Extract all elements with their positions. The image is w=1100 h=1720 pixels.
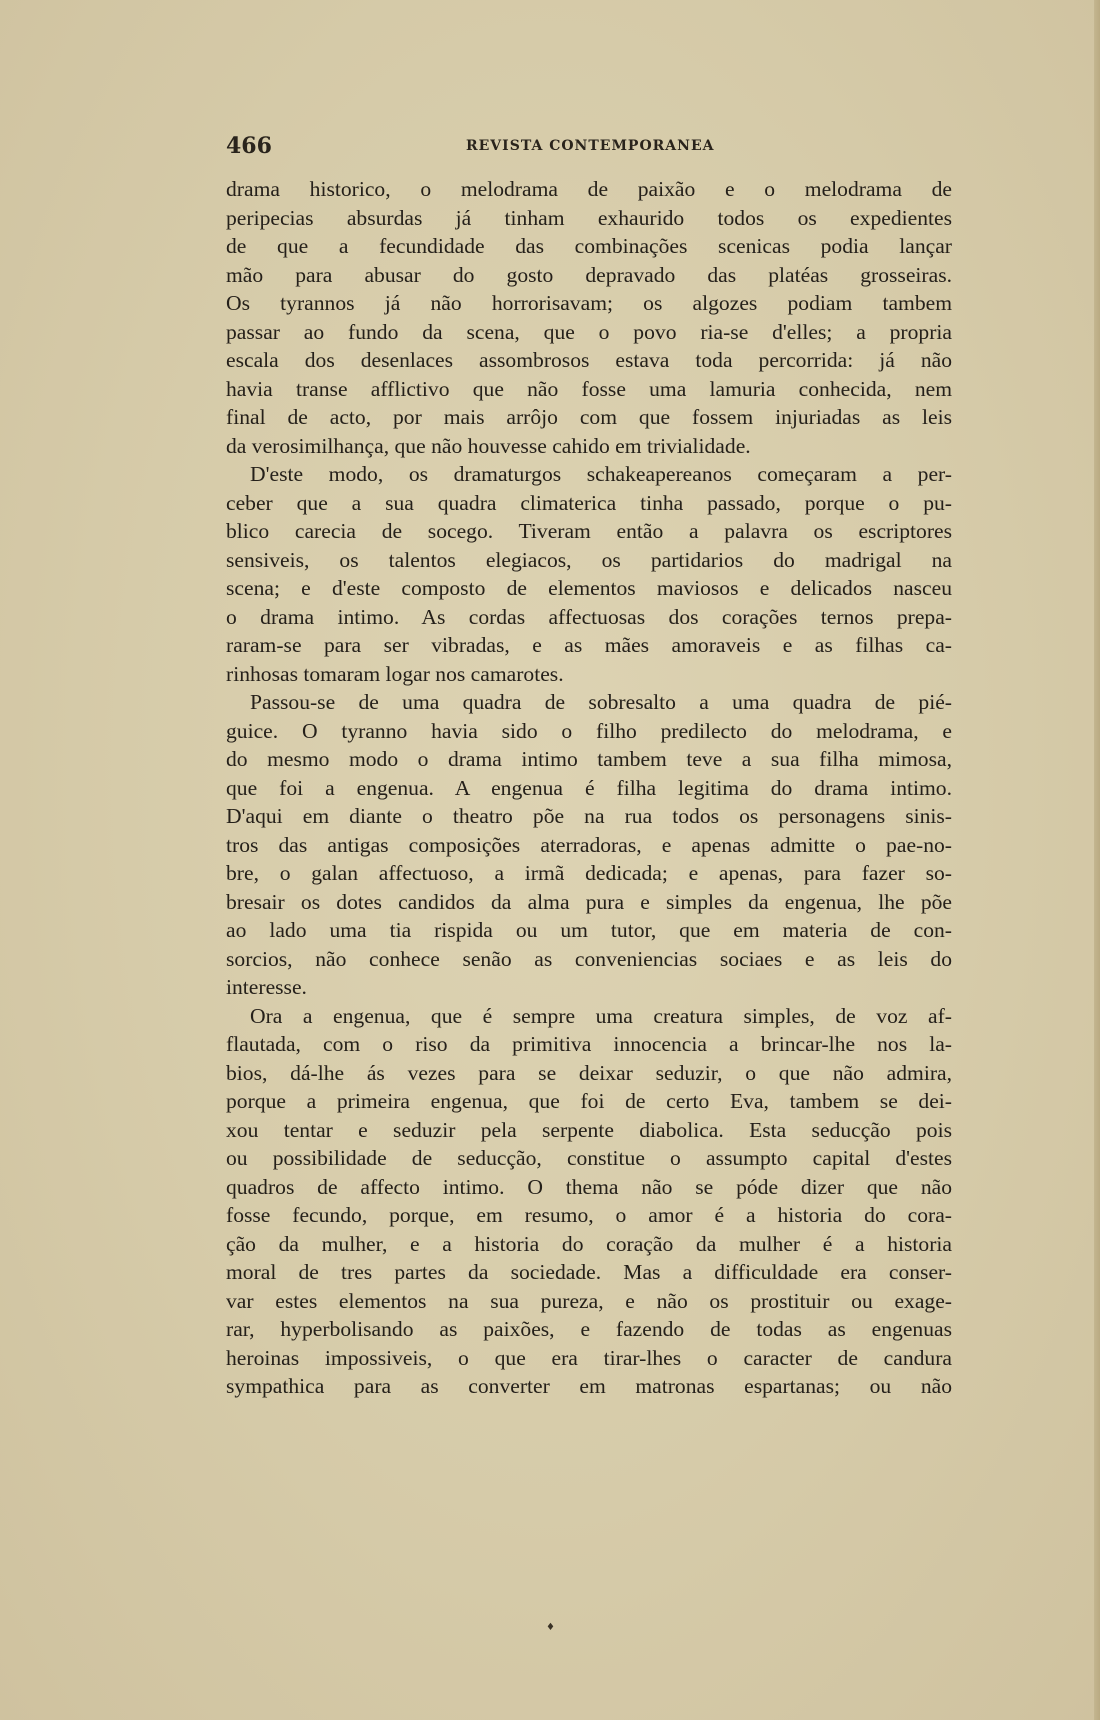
text-line: bre, o galan affectuoso, a irmã dedicada; e apenas, para fazer so- [226,861,952,885]
text-line: scena; e d'este composto de elementos maviosos e delicados nasceu [226,576,952,600]
text-line: raram-se para ser vibradas, e as mães amoraveis e as filhas ca- [226,633,952,657]
text-line: porque a primeira engenua, que foi de certo Eva, tambem se dei- [226,1089,952,1113]
text-line: escala dos desenlaces assombrosos estava toda percorrida: já não [226,348,952,372]
text-line: tros das antigas composições aterradoras, e apenas admitte o pae-no- [226,832,952,857]
text-line: do mesmo modo o drama intimo tambem teve a sua filha mimosa, [226,747,952,771]
text-line: havia transe afflictivo que não fosse uma lamuria conhecida, nem [226,376,952,401]
text-line: D'este modo, os dramaturgos schakeapereanos começaram a per- [250,462,952,486]
text-line: ao lado uma tia rispida ou um tutor, que em materia de con- [226,918,952,942]
text-line: Ora a engenua, que é sempre uma creatura simples, de voz af- [250,1003,952,1028]
page-header [226,133,952,163]
text-line: drama historico, o melodrama de paixão e o melodrama de [226,177,952,201]
text-line: blico carecia de socego. Tiveram então a palavra os escriptores [226,519,952,543]
ornament-mark: ♦ [546,1622,555,1633]
body-text [226,175,952,1401]
text-line: Passou-se de uma quadra de sobresalto a uma quadra de pié- [250,690,952,714]
text-line: moral de tres partes da sociedade. Mas a difficuldade era conser- [226,1260,952,1284]
page-edge [1094,0,1100,1720]
text-line: sorcios, não conhece senão as conveniencias sociaes e as leis do [226,946,952,971]
text-line: quadros de affecto intimo. O thema não se póde dizer que não [226,1174,952,1199]
text-line: D'aqui em diante o theatro põe na rua todos os personagens sinis- [226,804,952,828]
text-line: heroinas impossiveis, o que era tirar-lhes o caracter de candura [226,1345,952,1370]
text-line: o drama intimo. As cordas affectuosas dos corações ternos prepa- [226,604,952,629]
text-line: que foi a engenua. A engenua é filha legitima do drama intimo. [226,775,952,800]
text-line: xou tentar e seduzir pela serpente diabolica. Esta seducção pois [226,1117,952,1142]
text-line: bios, dá-lhe ás vezes para se deixar seduzir, o que não admira, [226,1060,952,1085]
running-head: REVISTA CONTEMPORANEA [466,138,715,154]
text-line: passar ao fundo da scena, que o povo ria-se d'elles; a propria [226,319,952,344]
text-line: rar, hyperbolisando as paixões, e fazendo de todas as engenuas [226,1317,952,1341]
text-line: ou possibilidade de seducção, constitue o assumpto capital d'estes [226,1146,952,1170]
text-line: var estes elementos na sua pureza, e não os prostituir ou exage- [226,1288,952,1313]
text-line: bresair os dotes candidos da alma pura e simples da engenua, lhe põe [226,889,952,914]
text-line: Os tyrannos já não horrorisavam; os algozes podiam tambem [226,291,952,315]
text-line: de que a fecundidade das combinações scenicas podia lançar [226,234,952,258]
text-line: final de acto, por mais arrôjo com que fossem injuriadas as leis [226,405,952,429]
page-number: 466 [226,133,272,159]
text-line: flautada, com o riso da primitiva innocencia a brincar-lhe nos la- [226,1032,952,1056]
text-line: mão para abusar do gosto depravado das platéas grosseiras. [226,262,952,287]
text-line: rinhosas tomaram logar nos camarotes. [226,661,564,686]
text-line: sensiveis, os talentos elegiacos, os partidarios do madrigal na [226,547,952,572]
text-line: fosse fecundo, porque, em resumo, o amor é a historia do cora- [226,1203,952,1227]
text-line: guice. O tyranno havia sido o filho predilecto do melodrama, e [226,718,952,743]
text-line: peripecias absurdas já tinham exhaurido todos os expedientes [226,205,952,230]
text-line: ção da mulher, e a historia do coração da mulher é a historia [226,1231,952,1256]
text-line: ceber que a sua quadra climaterica tinha passado, porque o pu- [226,490,952,515]
text-line: da verosimilhança, que não houvesse cahido em trivialidade. [226,433,751,458]
text-line: interesse. [226,975,307,999]
text-line: sympathica para as converter em matronas espartanas; ou não [226,1374,952,1398]
